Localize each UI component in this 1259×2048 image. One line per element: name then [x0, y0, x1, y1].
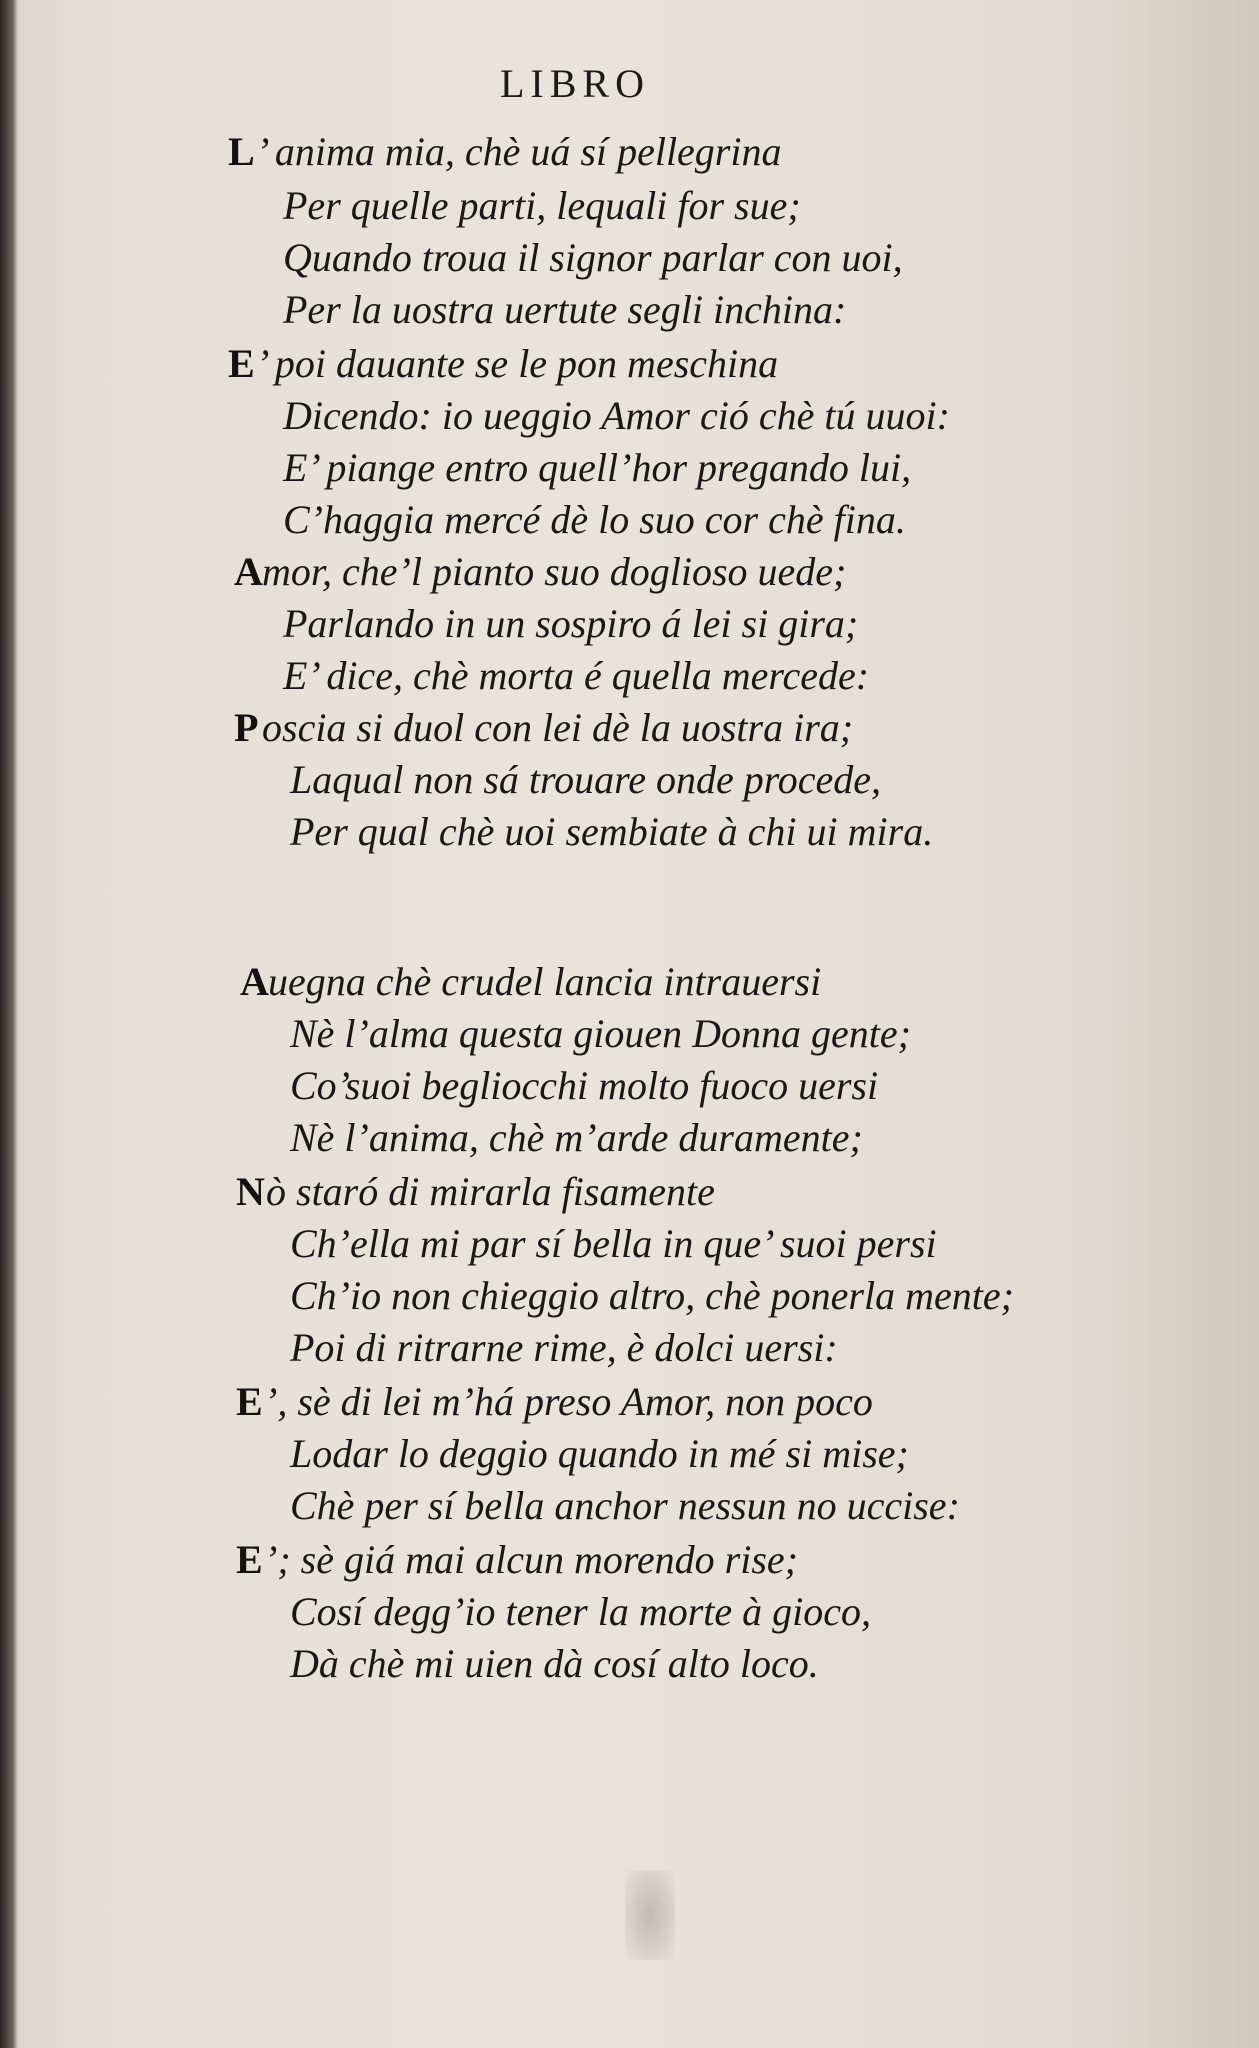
verse-line: Ch’ella mi par sí bella in que’ suoi persi	[290, 1221, 937, 1266]
stanza-initial: A	[234, 549, 263, 594]
verse-line: ’; sè giá mai alcun morendo rise;	[264, 1537, 798, 1582]
verse-line: mor, che’l pianto suo doglioso uede;	[262, 549, 847, 594]
verse-line: Ch’io non chieggio altro, chè ponerla mente;	[290, 1273, 1014, 1318]
verse-line: Dicendo: io ueggio Amor ció chè tú uuoi:	[283, 393, 950, 438]
stanza-initial: L	[228, 129, 255, 174]
verse-line: C’haggia mercé dè lo suo cor chè fina.	[283, 497, 906, 542]
verse-line: Lodar lo deggio quando in mé si mise;	[290, 1431, 909, 1476]
running-head: LIBRO	[500, 61, 650, 106]
verse-line: Per quelle parti, lequali for sue;	[283, 183, 801, 228]
verse-line: Poi di ritrarne rime, è dolci uersi:	[290, 1325, 838, 1370]
verse-line: Nè l’alma questa giouen Donna gente;	[290, 1011, 911, 1056]
page-gutter-shadow	[0, 0, 18, 2048]
verse-line: Nè l’anima, chè m’arde duramente;	[290, 1115, 863, 1160]
ink-smudge	[625, 1870, 675, 1960]
verse-line: Per qual chè uoi sembiate à chi ui mira.	[290, 809, 934, 854]
verse-line: E’ piange entro quell’hor pregando lui,	[283, 445, 912, 490]
verse-line: ò staró di mirarla fisamente	[266, 1169, 715, 1214]
verse-line: Dà chè mi uien dà cosí alto loco.	[290, 1641, 819, 1686]
verse-line: oscia si duol con lei dè la uostra ira;	[262, 705, 854, 750]
stanza-initial: N	[236, 1169, 265, 1214]
verse-line: Co’suoi begliocchi molto fuoco uersi	[290, 1063, 879, 1108]
verse-line: ’ anima mia, chè uá sí pellegrina	[256, 129, 782, 174]
stanza-initial: E	[228, 341, 255, 386]
verse-line: uegna chè crudel lancia intrauersi	[268, 959, 822, 1004]
verse-line: Laqual non sá trouare onde procede,	[290, 757, 882, 802]
stanza-initial: A	[240, 959, 269, 1004]
verse-line: Per la uostra uertute segli inchina:	[283, 287, 847, 332]
stanza-initial: P	[234, 705, 259, 750]
verse-line: ’, sè di lei m’há preso Amor, non poco	[264, 1379, 873, 1424]
verse-line: Parlando in un sospiro á lei si gira;	[283, 601, 859, 646]
stanza-initial: E	[236, 1379, 263, 1424]
verse-line: Quando troua il signor parlar con uoi,	[283, 235, 903, 280]
verse-line: Cosí degg’io tener la morte à gioco,	[290, 1589, 872, 1634]
stanza-initial: E	[236, 1537, 263, 1582]
verse-line: ’ poi dauante se le pon meschina	[256, 341, 779, 386]
verse-line: E’ dice, chè morta é quella mercede:	[283, 653, 870, 698]
verse-line: Chè per sí bella anchor nessun no uccise:	[290, 1483, 960, 1528]
